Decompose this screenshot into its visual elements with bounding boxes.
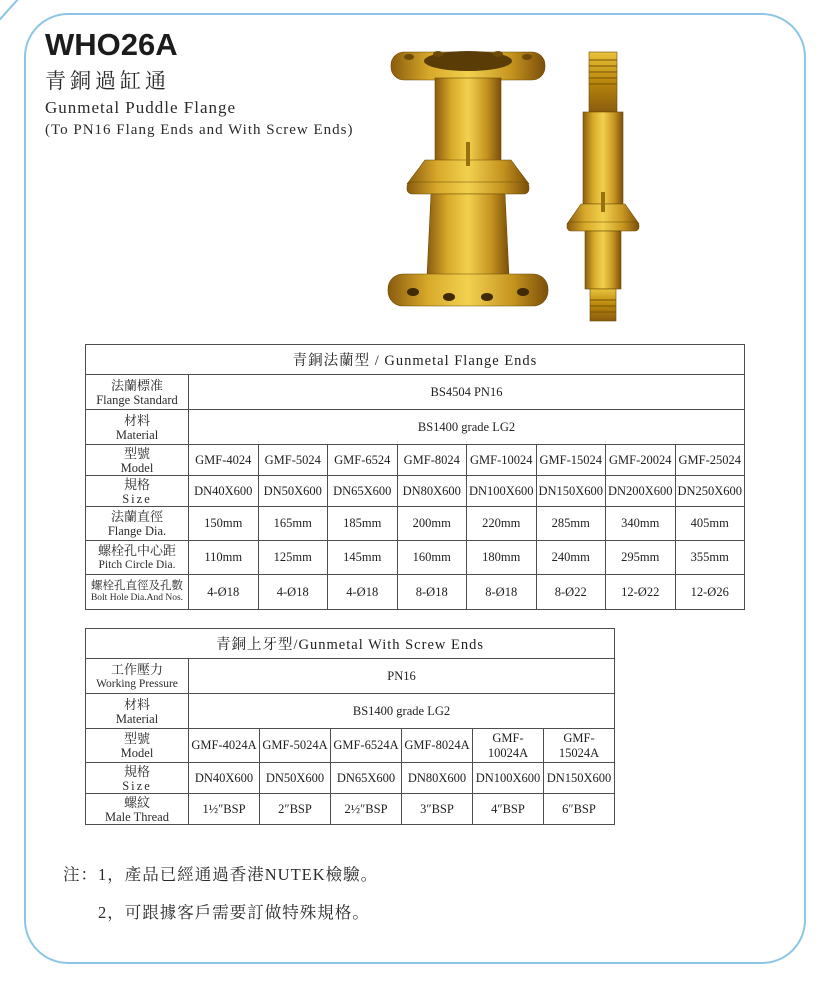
product-title-en: Gunmetal Puddle Flange — [45, 98, 237, 117]
size-cell: DN40X600 — [189, 476, 259, 507]
thread-cell: 6″BSP — [544, 794, 615, 825]
row-label: 規格 Size — [86, 763, 189, 794]
bolt-hole-cell: 4-Ø18 — [189, 575, 259, 610]
footnote-prefix: 注： — [63, 865, 98, 884]
model-cell: GMF-4024A — [189, 729, 260, 763]
size-cell: DN65X600 — [331, 763, 402, 794]
flange-ends-table — [85, 344, 745, 610]
model-cell: GMF-25024 — [675, 445, 745, 476]
page-header — [45, 28, 353, 139]
screw-ends-table — [85, 628, 615, 825]
row-label: 型號 Model — [86, 445, 189, 476]
thread-cell: 2½″BSP — [331, 794, 402, 825]
size-cell: DN50X600 — [258, 476, 328, 507]
material-value: BS1400 grade LG2 — [189, 410, 745, 445]
model-cell: GMF-6524A — [331, 729, 402, 763]
bolt-hole-cell: 8-Ø18 — [467, 575, 537, 610]
size-cell: DN200X600 — [606, 476, 676, 507]
bolt-hole-cell: 4-Ø18 — [328, 575, 398, 610]
row-label: 材料 Material — [86, 694, 189, 729]
bolt-hole-cell: 12-Ø22 — [606, 575, 676, 610]
row-label: 螺紋 Male Thread — [86, 794, 189, 825]
row-label: 材料 Material — [86, 410, 189, 445]
product-code: WHO26A — [45, 27, 178, 62]
size-cell: DN100X600 — [473, 763, 544, 794]
row-label: 型號 Model — [86, 729, 189, 763]
model-cell: GMF-10024 — [467, 445, 537, 476]
size-cell: DN80X600 — [397, 476, 467, 507]
model-cell: GMF-5024A — [260, 729, 331, 763]
size-cell: DN150X600 — [536, 476, 606, 507]
thread-cell: 4″BSP — [473, 794, 544, 825]
model-cell: GMF-8024A — [402, 729, 473, 763]
footnote-1: 注：1，產品已經通過香港NUTEK檢驗。 — [63, 865, 379, 884]
footnote-2: 2，可跟據客戶需要訂做特殊規格。 — [98, 903, 370, 922]
row-label: 法蘭標准 Flange Standard — [86, 375, 189, 410]
bolt-hole-cell: 12-Ø26 — [675, 575, 745, 610]
size-cell: DN150X600 — [544, 763, 615, 794]
footnotes — [63, 856, 378, 932]
size-cell: DN250X600 — [675, 476, 745, 507]
model-cell: GMF-5024 — [258, 445, 328, 476]
screw-end-item — [567, 52, 639, 321]
size-cell: DN80X600 — [402, 763, 473, 794]
model-cell: GMF-20024 — [606, 445, 676, 476]
pitch-circle-cell: 125mm — [258, 541, 328, 575]
bolt-hole-cell: 4-Ø18 — [258, 575, 328, 610]
model-cell: GMF-10024A — [473, 729, 544, 763]
pitch-circle-cell: 355mm — [675, 541, 745, 575]
pitch-circle-cell: 160mm — [397, 541, 467, 575]
bolt-hole-cell: 8-Ø22 — [536, 575, 606, 610]
flange-dia-cell: 165mm — [258, 507, 328, 541]
model-cell: GMF-15024 — [536, 445, 606, 476]
product-subtitle: (To PN16 Flang Ends and With Screw Ends) — [45, 122, 354, 138]
flange-dia-cell: 285mm — [536, 507, 606, 541]
row-label: 螺栓孔中心距 Pitch Circle Dia. — [86, 541, 189, 575]
product-title-zh: 青銅過缸通 — [45, 69, 170, 93]
model-cell: GMF-8024 — [397, 445, 467, 476]
pitch-circle-cell: 145mm — [328, 541, 398, 575]
material-value: BS1400 grade LG2 — [189, 694, 615, 729]
model-cell: GMF-4024 — [189, 445, 259, 476]
corner-decoration-line — [0, 0, 25, 23]
bolt-hole-cell: 8-Ø18 — [397, 575, 467, 610]
flange-dia-cell: 200mm — [397, 507, 467, 541]
size-cell: DN40X600 — [189, 763, 260, 794]
flange-standard-value: BS4504 PN16 — [189, 375, 745, 410]
product-photo-puddle-flanges — [383, 42, 655, 324]
flange-dia-cell: 150mm — [189, 507, 259, 541]
pitch-circle-cell: 295mm — [606, 541, 676, 575]
thread-cell: 2″BSP — [260, 794, 331, 825]
pitch-circle-cell: 240mm — [536, 541, 606, 575]
thread-cell: 1½″BSP — [189, 794, 260, 825]
row-label: 螺栓孔直徑及孔數 Bolt Hole Dia.And Nos. — [86, 575, 189, 610]
screw-table-title: 青銅上牙型/Gunmetal With Screw Ends — [86, 629, 615, 659]
flange-dia-cell: 220mm — [467, 507, 537, 541]
pitch-circle-cell: 180mm — [467, 541, 537, 575]
size-cell: DN100X600 — [467, 476, 537, 507]
row-label: 規格 Size — [86, 476, 189, 507]
flange-table-title: 青銅法蘭型 / Gunmetal Flange Ends — [86, 345, 745, 375]
row-label: 工作壓力 Working Pressure — [86, 659, 189, 694]
model-cell: GMF-15024A — [544, 729, 615, 763]
flange-dia-cell: 405mm — [675, 507, 745, 541]
flange-dia-cell: 185mm — [328, 507, 398, 541]
flange-dia-cell: 340mm — [606, 507, 676, 541]
row-label: 法蘭直徑 Flange Dia. — [86, 507, 189, 541]
model-cell: GMF-6524 — [328, 445, 398, 476]
thread-cell: 3″BSP — [402, 794, 473, 825]
working-pressure-value: PN16 — [189, 659, 615, 694]
flange-end-item — [388, 51, 548, 306]
pitch-circle-cell: 110mm — [189, 541, 259, 575]
size-cell: DN65X600 — [328, 476, 398, 507]
size-cell: DN50X600 — [260, 763, 331, 794]
